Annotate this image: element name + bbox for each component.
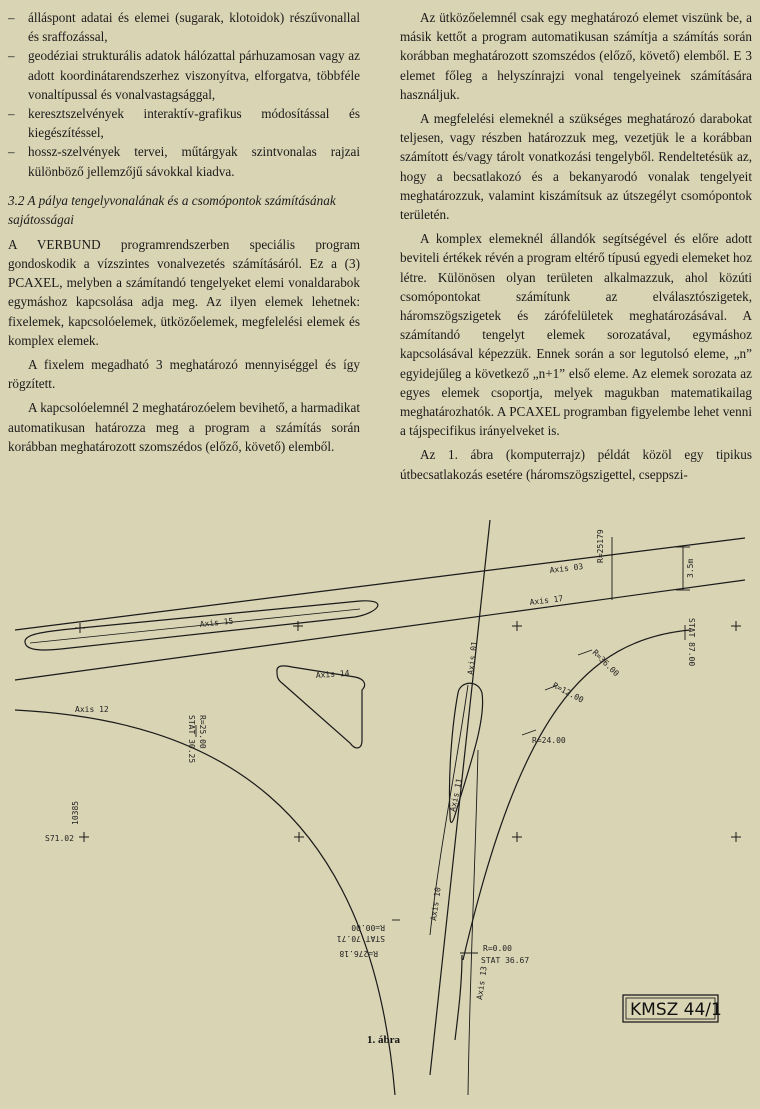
paragraph: Az 1. ábra (komputerrajz) példát közöl egy tipikus útbecsatlakozás esetére (háromszögszigettel, cseppszi- [400,447,752,482]
paragraph: A kapcsolóelemnél 2 meghatározóelem bevihető, a harmadikat automatikusan határozza meg a program a számítás során korábban meghatározott szomszédos (előző, követő) elemből. [8,400,360,454]
paragraph: A komplex elemeknél állandók segítségével és előre adott beviteli értékek révén a program eltérő típusú egyedi elemeket hoz létre. Különösen olyan területen alkalmazzuk, ahol közúti csomópontokat számítunk az elválasztószigetek, háromszögszigetek és zárófelületek meghatározásával. A számítandó tengelyt elemek sorozatával, egymáshoz kapcsolásával képezzük. Ennek során a sor legutolsó eleme, „n” egyidejűleg a következő „n+1” első eleme. Az elemek sorozata az egyes elemek csoportja, melyek magukban matematikailag meghatározhatók. A PCAXEL programban figyelembe lehet venni a tájspecifikus irányelveket is. [400,231,752,439]
stamp-label: KMSZ 44/1 [630,1000,722,1020]
axis-label: Axis 15 [199,616,234,629]
axis-label: Axis 01 [466,640,480,676]
axis-label: Axis 03 [549,561,584,575]
bullet-list [8,8,360,181]
axis-label: Axis 14 [315,668,350,680]
coordinate-label: 10385 [71,800,80,825]
axis-label: Axis 10 [429,886,443,922]
station-label: STAT 87.00 [687,618,696,667]
curb-line [455,955,462,1040]
station-label: STAT 30.25 [187,715,196,764]
station-label: STAT 36.67 [481,956,530,965]
radius-label: R=00.00 [351,923,385,932]
radius-label: R=276.18 [339,949,378,958]
curb-line [15,710,395,1095]
curb-line [463,630,690,960]
radius-label: R=12.00 [551,680,586,705]
dimension-label: 3.5m [686,558,695,578]
left-column [8,8,360,461]
paragraph: A megfelelési elemeknél a szükséges meghatározó darabokat teljesen, vagy részben határozzuk meg, vezetjük le a korábban számított és/vagy tárolt vonatkozási tengelyből. Rendeltetésük az, hogy a becsatlakozó és a bekanyarodó vonalak tengelyeit meghatározzuk, valamint kiszámítsuk az útszegélyt csomópontok területén. [400,111,752,223]
axis-label: Axis 12 [75,705,109,714]
axis-line [15,538,745,630]
right-column [400,8,752,489]
station-label: STAT 70.71 [336,934,385,943]
paragraph: A VERBUND programrendszerben speciális program gondoskodik a vízszintes vonalvezetés számításáról. Ez a (3) PCAXEL, melyben a számítandó tengelyeket elemi vonaldarabok egymáshoz kapcsolása adja meg. Az ilyen elemek lehetnek: fixelemek, kapcsolóelemek, ütközőelemek, megfelelési elemek és komplex elemek. [8,236,360,348]
radius-label: R=0.00 [483,944,512,953]
radius-label: R=36.00 [590,648,621,679]
figure-caption: 1. ábra [367,1034,400,1046]
road-junction-figure [0,515,760,1109]
paragraph: A fixelem megadható 3 meghatározó mennyiséggel és így rögzített. [8,357,360,392]
radius-label: R=24.00 [532,736,566,745]
axis-label: Axis 17 [529,593,564,607]
list-item: – keresztszelvények interaktív-grafikus módosítással és kiegészítéssel, [8,104,360,142]
axis-line [15,580,745,680]
list-item: – geodéziai strukturális adatok hálózattal párhuzamosan vagy az adott koordinátarendszerhez viszonyítva, elforgatva, többféle vonaltípussal és vonalvastagsággal, [8,46,360,104]
dimension-label: R=25179 [596,529,605,563]
axis-label: Axis 13 [475,965,489,1001]
coordinate-label: S71.02 [45,834,74,843]
axis-line [468,750,478,1095]
paragraph: Az ütközőelemnél csak egy meghatározó elemet viszünk be, a másik kettőt a program automatikusan számítja a számítás során korábban meghatározott szomszédos (előző, követő) elemből. E 3 elemet főleg a helyszínrajzi vonal tengelyeinek számítására használjuk. [400,10,752,102]
list-item: – hossz-szelvények tervei, műtárgyak szintvonalas rajzai különböző jellemzőjű sávokkal kiadva. [8,142,360,180]
list-item: – álláspont adatai és elemei (sugarak, klotoidok) részűvonallal és sraffozással, [8,8,360,46]
radius-label: R=25.00 [198,715,207,749]
section-heading: 3.2 A pálya tengelyvonalának és a csomópontok számításának sajátosságai [8,192,336,227]
axis-label: Axis 11 [448,777,464,813]
